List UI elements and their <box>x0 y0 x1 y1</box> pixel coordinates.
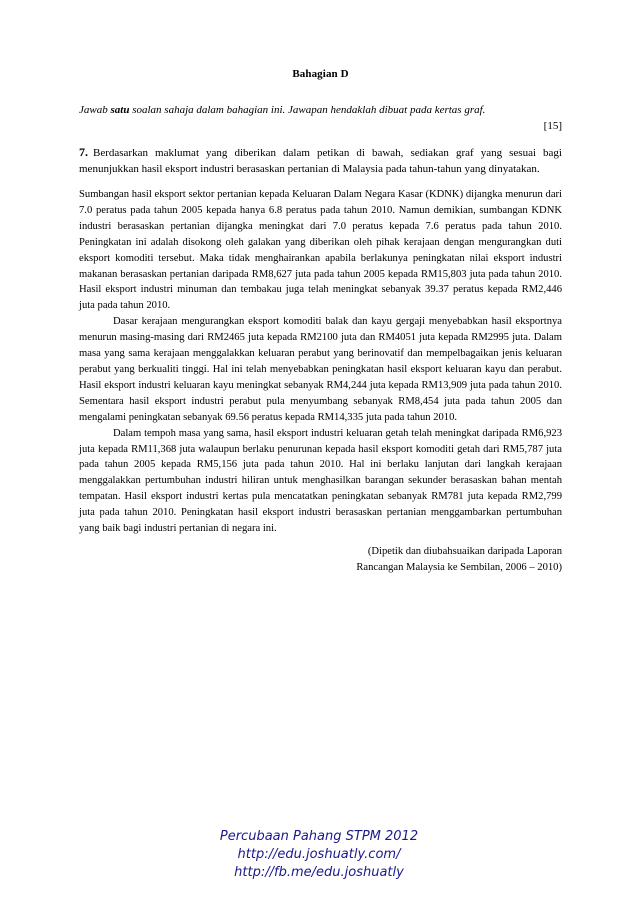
passage-paragraph-1: Sumbangan hasil eksport sektor pertanian kepada Keluaran Dalam Negara Kasar (KDNK) dijangka menurun dari 7.0 peratus pada tahun 2005 kepada hanya 6.8 peratus pada tahun 2010. Namun demikian, sumbangan KDNK industri berasaskan pertanian dijangka meningkat dari 7.0 peratus kepada 7.6 peratus pada tahun 2010. Peningkatan ini adalah disokong oleh galakan yang diberikan oleh pihak kerajaan dengan mengurangkan duti eksport komoditi tersebut. Maka tidak menghairankan apabila berlakunya peningkatan nilai eksport industri makanan berasaskan pertanian daripada RM8,627 juta pada tahun 2005 kepada RM15,803 juta pada tahun 2010. Hasil eksport industri minuman dan tembakau juga telah meningkat sebanyak 39.37 peratus kepada RM2,446 juta pada tahun 2010. <box>79 189 562 312</box>
section-heading: Bahagian D <box>292 68 349 80</box>
footer-link-1[interactable]: http://edu.joshuatly.com/ <box>237 847 401 862</box>
question-number: 7. <box>79 145 88 159</box>
source-line-1: (Dipetik dan diubahsuaikan daripada Laporan <box>367 545 562 557</box>
question-text: Berdasarkan maklumat yang diberikan dalam petikan di bawah, sediakan graf yang sesuai bagi menunjukkan hasil eksport industri berasaskan pertanian di Malaysia pada tahun-tahun yang dinyatakan. <box>79 147 562 175</box>
instruction-part1: Jawab <box>79 104 111 116</box>
passage <box>79 187 562 537</box>
marks-label: [15] <box>543 120 562 132</box>
instruction-line <box>79 102 562 118</box>
footer-link-2[interactable]: http://fb.me/edu.joshuatly <box>234 865 404 880</box>
instruction-part2: soalan sahaja dalam bahagian ini. Jawapan hendaklah dibuat pada kertas graf. <box>129 104 486 116</box>
exam-page <box>79 68 562 576</box>
passage-paragraph-3: Dalam tempoh masa yang sama, hasil eksport industri keluaran getah telah meningkat daripada RM6,923 juta kepada RM11,368 juta walaupun berlaku penurunan kepada hasil eksport komoditi getah dari RM5,787 juta pada tahun 2005 kepada RM5,156 juta pada tahun 2010. Hal ini berlaku lanjutan dari langkah kerajaan menggalakkan pertumbuhan industri hiliran untuk menghasilkan barangan sekunder berasaskan bahan mentah tempatan. Hasil eksport industri kertas pula mencatatkan peningkatan sebanyak RM781 juta kepada RM2,799 juta pada tahun 2010. Peningkatan hasil eksport industri berasaskan pertanian menggambarkan pertumbuhan yang baik bagi industri pertanian di negara ini. <box>79 427 562 535</box>
footer-line-1: Percubaan Pahang STPM 2012 <box>219 829 419 844</box>
instruction-bold: satu <box>110 104 130 116</box>
question-7 <box>79 144 562 177</box>
footer-watermark <box>0 828 638 882</box>
passage-paragraph-2: Dasar kerajaan mengurangkan eksport komoditi balak dan kayu gergaji menyebabkan hasil eksportnya menurun masing-masing dari RM2465 juta kepada RM2100 juta dan RM4051 juta kepada RM2995 juta. Dalam masa yang sama kerajaan menggalakkan keluaran perabut yang berinovatif dan mempelbagaikan jenis keluaran perabut yang berkualiti tinggi. Hal ini telah menyebabkan peningkatan hasil eksport keluaran kayu dan perabut. Hasil eksport industri keluaran kayu meningkat sebanyak RM4,244 juta kepada RM13,909 juta pada tahun 2010. Sementara hasil eksport industri perabut pula menyumbang sebanyak RM8,454 juta pada tahun 2005 dan mengalami peningkatan sebanyak 69.56 peratus kepada RM14,335 juta pada tahun 2010. <box>79 316 562 423</box>
source-citation <box>79 544 562 576</box>
source-line-2: Rancangan Malaysia ke Sembilan, 2006 – 2010) <box>356 561 562 573</box>
